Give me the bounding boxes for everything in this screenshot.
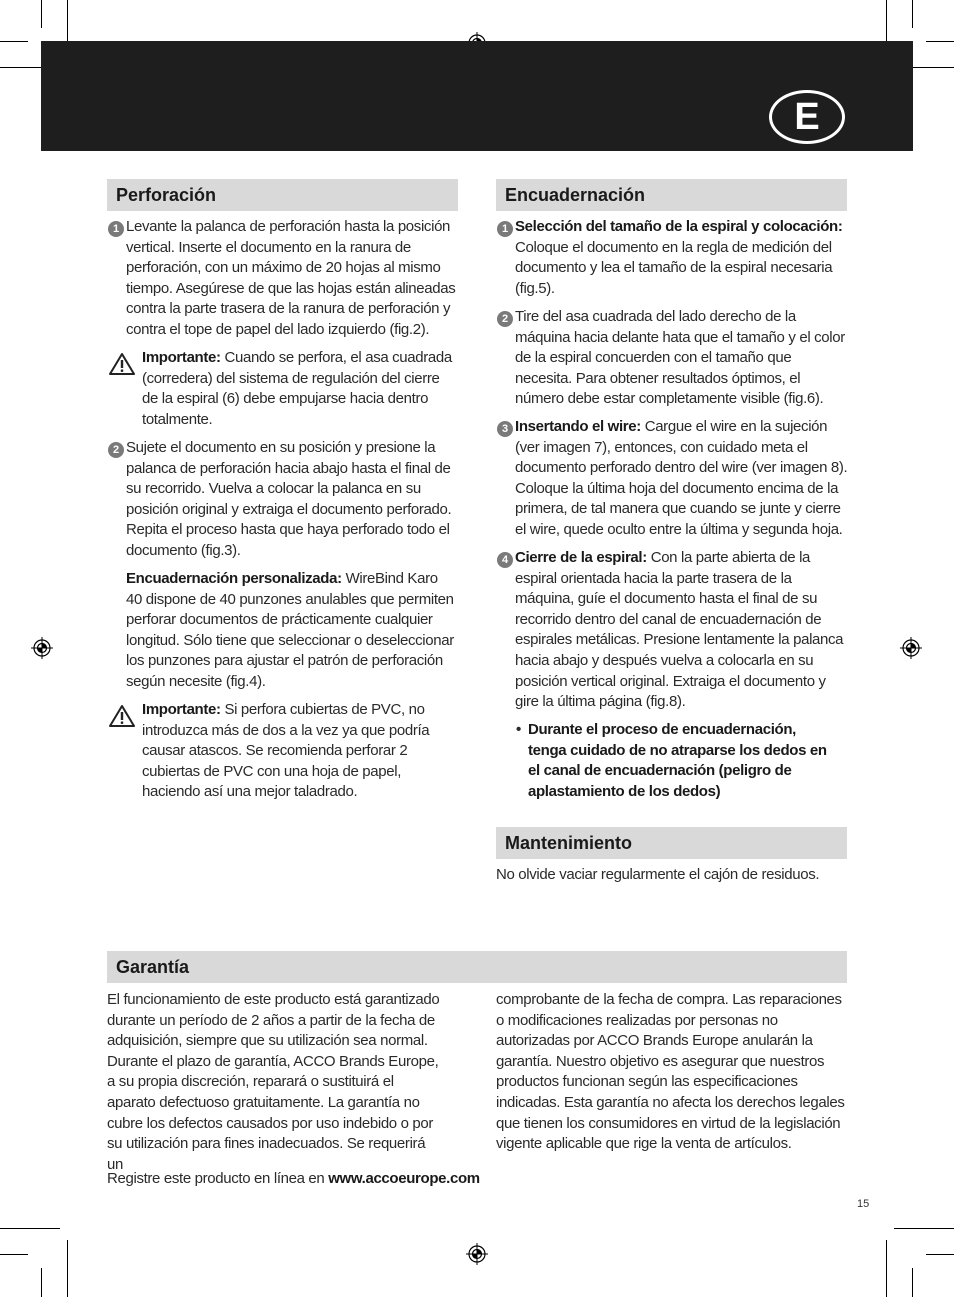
warning-label: Importante: (142, 701, 221, 718)
crop-mark (912, 1268, 913, 1297)
crop-mark (926, 41, 954, 42)
step-number-icon: 1 (497, 221, 513, 237)
custom-binding-label: Encuadernación personalizada: (126, 570, 342, 587)
crop-mark (926, 1254, 954, 1255)
warning-icon (108, 352, 136, 376)
registration-mark-icon (466, 1243, 488, 1265)
perforacion-step-2 (126, 438, 456, 562)
crop-mark (886, 1240, 887, 1297)
crop-mark (0, 41, 28, 42)
custom-binding-note (126, 569, 456, 693)
step-label: Selección del tamaño de la espiral y colocación: (515, 218, 843, 235)
warning-icon (108, 704, 136, 728)
warning-text: Si perfora cubiertas de PVC, no introduzca más de dos a la vez ya que podría causar atascos. Se recomienda perforar 2 cubiertas de PVC con una hoja de papel, haciendo así una mejor taladrado. (142, 701, 430, 801)
register-link[interactable]: www.accoeurope.com (328, 1170, 480, 1187)
section-title-encuadernacion: Encuadernación (496, 179, 847, 211)
warning-text: Cuando se perfora, el asa cuadrada (corredera) del sistema de regulación del cierre de la espiral (6) debe empujarse hacia dentro totalmente. (142, 349, 452, 428)
crop-mark (0, 1228, 60, 1229)
perforacion-step-1 (126, 217, 456, 341)
section-title-garantia: Garantía (107, 951, 847, 983)
language-badge: E (769, 90, 845, 144)
section-title-mantenimiento: Mantenimiento (496, 827, 847, 859)
encuadernacion-step-1 (515, 217, 850, 299)
step-text: Tire del asa cuadrada del lado derecho de la máquina hacia delante hata que el tamaño y el color de la espiral concuerden con el tamaño que necesita. Para obtener resultados óptimos, el número debe estar completamente visible (fig.6). (515, 308, 845, 408)
step-label: Insertando el wire: (515, 418, 641, 435)
encuadernacion-step-3 (515, 417, 850, 541)
step-text: Levante la palanca de perforación hasta la posición vertical. Inserte el documento en la ranura de perforación, con un máximo de 20 hojas al mismo tiempo. Asegúrese de que las hojas están alineadas contra la parte trasera de la ranura de perforación y contra el tope de papel del lado izquierdo (fig.2). (126, 218, 456, 338)
crop-mark (912, 0, 913, 28)
step-text: Coloque el documento en la regla de medición del documento y lea el tamaño de la espiral necesaria (fig.5). (515, 238, 833, 297)
step-number-icon: 4 (497, 552, 513, 568)
step-label: Cierre de la espiral: (515, 549, 647, 566)
crop-mark (0, 1254, 28, 1255)
registration-mark-icon (31, 637, 53, 659)
bullet-marker: • (516, 721, 521, 738)
page-number: 15 (857, 1198, 870, 1210)
register-text: Registre este producto en línea en (107, 1170, 329, 1187)
custom-binding-text: WireBind Karo 40 dispone de 40 punzones anulables que permiten perforar documentos de prácticamente cualquier longitud. Sólo tiene que seleccionar o deseleccionar los punzones para ajustar el patrón de perforación según necesite (fig.4). (126, 570, 454, 690)
crop-mark (41, 0, 42, 28)
safety-warning-text: Durante el proceso de encuadernación, tenga cuidado de no atraparse los dedos en el canal de encuadernación (peligro de aplastamiento de los dedos) (528, 721, 827, 800)
crop-mark (41, 1268, 42, 1297)
garantia-column-1: El funcionamiento de este producto está garantizado durante un período de 2 años a partir de la fecha de adquisición, siempre que su utilización sea normal. Durante el plazo de garantía, ACCO Brands Europe, a su propia discreción, reparará o sustituirá el aparato defectuoso gratuitamente. La garantía no cubre los defectos causados por uso indebido o por su utilización para fines inadecuados. Se requerirá un (107, 991, 440, 1173)
warning-note-2 (142, 700, 456, 803)
warning-note-1 (142, 348, 454, 430)
crop-mark (894, 1228, 954, 1229)
encuadernacion-step-4 (515, 548, 845, 713)
garantia-column-2: comprobante de la fecha de compra. Las reparaciones o modificaciones realizadas por personas no autorizadas por ACCO Brands Europe anularán la garantía. Nuestro objetivo es asegurar que nuestros productos funcionan según las especificaciones indicadas. Esta garantía no afecta los derechos legales que tienen los consumidores en virtud de la legislación vigente aplicable que rige la venta de artículos. (496, 991, 845, 1153)
safety-warning (528, 720, 838, 802)
section-title-perforacion: Perforación (107, 179, 458, 211)
step-number-icon: 2 (108, 442, 124, 458)
step-text: Cargue el wire en la sujeción (ver imagen 7), entonces, con cuidado meta el documento perforado dentro del wire (ver imagen 8). Coloque la última hoja del documento encima de la primera, de tal manera que cuando se junte y cierre el wire, quede oculto entre la última y segunda hoja. (515, 418, 848, 538)
warning-label: Importante: (142, 349, 221, 366)
register-line (107, 1169, 527, 1190)
step-number-icon: 3 (497, 421, 513, 437)
encuadernacion-step-2 (515, 307, 850, 410)
step-text: Con la parte abierta de la espiral orientada hacia la parte trasera de la máquina, guíe el documento hasta el final de su recorrido dentro del canal de encuadernación de espirales metálicas. Presione lentamente la palanca hacia abajo y después vuelva a colocarla en su posición vertical original. Extraiga el documento y gire la última página (fig.8). (515, 549, 844, 711)
step-number-icon: 1 (108, 221, 124, 237)
mantenimiento-text: No olvide vaciar regularmente el cajón de residuos. (496, 866, 820, 883)
crop-mark (67, 1240, 68, 1297)
step-text: Sujete el documento en su posición y presione la palanca de perforación hacia abajo hasta el final de su recorrido. Vuelva a colocar la palanca en su posición original y extraiga el documento perforado. Repita el proceso hasta que haya perforado todo el documento (fig.3). (126, 439, 452, 559)
registration-mark-icon (900, 637, 922, 659)
step-number-icon: 2 (497, 311, 513, 327)
